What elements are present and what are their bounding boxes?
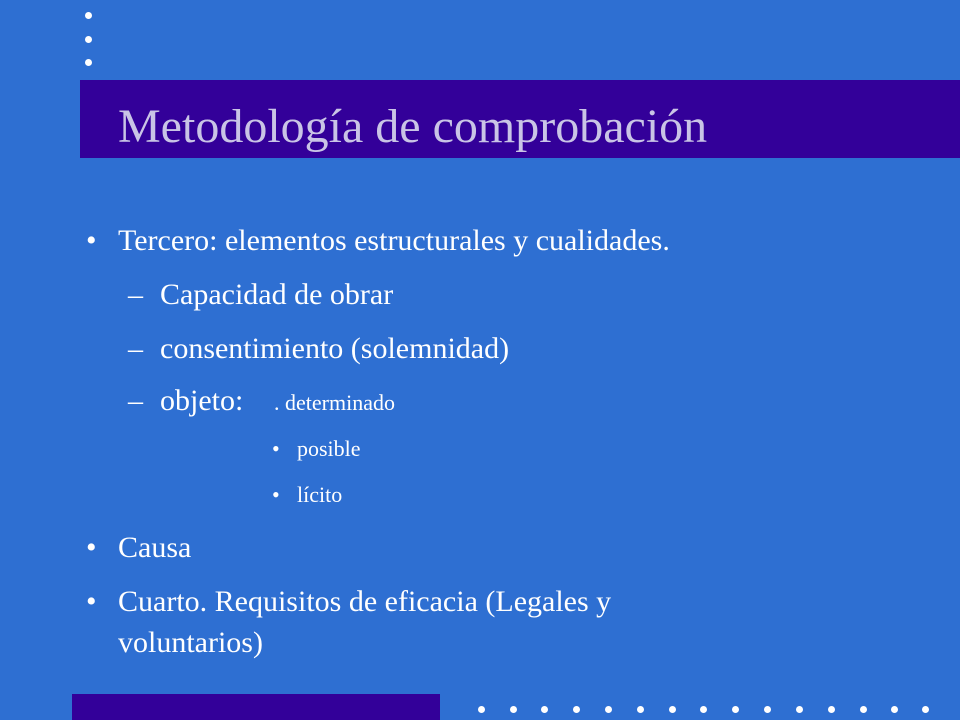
bullet-marker: • xyxy=(86,224,97,257)
sub-item-consentimiento: consentimiento (solemnidad) xyxy=(160,332,510,365)
bullet-cuarto-line2: voluntarios) xyxy=(118,626,263,659)
sub-sub-item-licito: lícito xyxy=(297,482,343,507)
decor-dot xyxy=(732,706,739,713)
bullet-causa: Causa xyxy=(118,531,192,564)
decor-dot xyxy=(85,59,92,66)
dash-marker: – xyxy=(128,278,143,311)
bullet-tercero: Tercero: elementos estructurales y cualidades. xyxy=(118,224,670,257)
bullet-cuarto-line1: Cuarto. Requisitos de eficacia (Legales y xyxy=(118,585,612,618)
bullet-marker: • xyxy=(86,531,97,564)
slide-title: Metodología de comprobación xyxy=(118,100,708,153)
bullet-marker-small: • xyxy=(272,482,280,507)
decor-dot xyxy=(85,36,92,43)
decor-dot xyxy=(478,706,485,713)
decor-dot xyxy=(541,706,548,713)
decor-dot xyxy=(764,706,771,713)
sub-item-capacidad: Capacidad de obrar xyxy=(160,278,394,311)
sub-item-objeto-determinado: . determinado xyxy=(274,390,395,415)
decor-dot xyxy=(85,12,92,19)
decor-dot xyxy=(700,706,707,713)
decor-dot xyxy=(669,706,676,713)
decor-dot xyxy=(828,706,835,713)
decor-dot xyxy=(605,706,612,713)
bullet-marker-small: • xyxy=(272,436,280,461)
decor-dot xyxy=(510,706,517,713)
decor-dot xyxy=(891,706,898,713)
sub-item-objeto: objeto: xyxy=(160,384,244,417)
bullet-marker: • xyxy=(86,585,97,618)
decor-dot xyxy=(796,706,803,713)
decor-dot xyxy=(637,706,644,713)
dash-marker: – xyxy=(128,384,143,417)
decor-dot xyxy=(573,706,580,713)
dash-marker: – xyxy=(128,332,143,365)
decor-dot xyxy=(860,706,867,713)
bottom-bar xyxy=(72,694,440,720)
sub-sub-item-posible: posible xyxy=(297,436,361,461)
decor-dot xyxy=(922,706,929,713)
